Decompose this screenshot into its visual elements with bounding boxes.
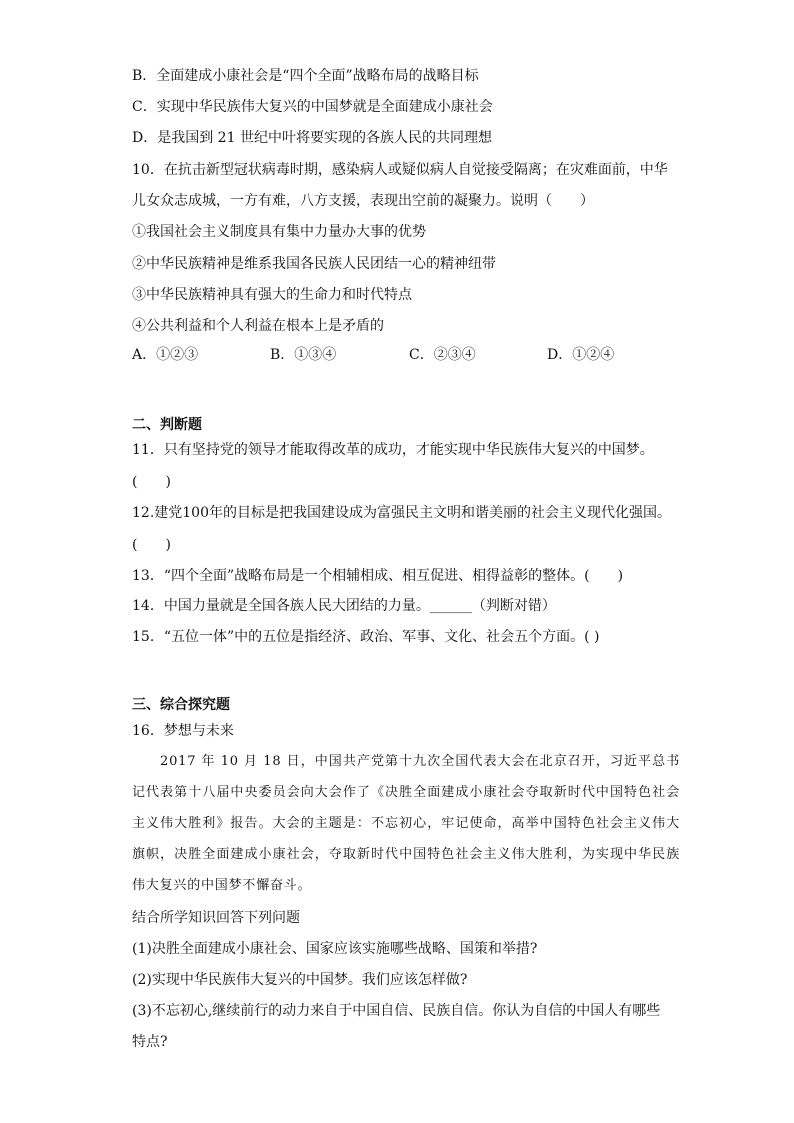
material-passage: 2017 年 10 月 18 日，中国共产党第十九次全国代表大会在北京召开，习近平总书记代表第十八届中央委员会向大会作了《决胜全面建成小康社会夺取新时代中国特色社会主义伟大胜利》报告。大会的主题是：不忘初心，牢记使命，高举中国特色社会主义伟大旗帜，决胜全面建成小康社会，夺取新时代中国特色社会主义伟大胜利，为实现中华民族伟大复兴的中国梦不懈奋斗。 <box>132 754 680 893</box>
answer-options <box>132 345 672 365</box>
question-15: 15．“五位一体”中的五位是指经济、政治、军事、文化、社会五个方面。( ) <box>132 629 600 645</box>
question-12: 12.建党100年的目标是把我国建设成为富强民主文明和谐美丽的社会主义现代化强国。 <box>132 505 671 521</box>
option-b-text: B．全面建成小康社会是“四个全面”战略布局的战略目标 <box>132 68 479 84</box>
sub-question-3: (3)不忘初心,继续前行的动力来自于中国自信、民族自信。你认为自信的中国人有哪些特点? <box>132 1003 661 1050</box>
section-3-title: 三、综合探究题 <box>132 697 230 713</box>
sub-question-2: (2)实现中华民族伟大复兴的中国梦。我们应该怎样做? <box>132 972 468 988</box>
question-10-stem-line1: 10．在抗击新型冠状病毒时期，感染病人或疑似病人自觉接受隔离；在灾难面前，中华 <box>132 162 668 178</box>
answer-option-c: C．②③④ <box>409 347 476 363</box>
option-c-text: C．实现中华民族伟大复兴的中国梦就是全面建成小康社会 <box>132 99 493 115</box>
answer-option-b: B．①③④ <box>270 347 337 363</box>
question-11-answer-blank: ( ) <box>132 474 171 490</box>
statement-4: ④公共利益和个人利益在根本上是矛盾的 <box>132 318 384 334</box>
question-14: 14．中国力量就是全国各族人民大团结的力量。______（判断对错） <box>132 598 556 614</box>
sub-question-1: (1)决胜全面建成小康社会、国家应该实施哪些战略、国策和举措? <box>132 941 538 957</box>
statement-3: ③中华民族精神具有强大的生命力和时代特点 <box>132 287 412 303</box>
answer-option-d: D．①②④ <box>547 347 615 363</box>
statement-2: ②中华民族精神是维系我国各民族人民团结一心的精神纽带 <box>132 256 496 272</box>
question-11: 11．只有坚持党的领导才能取得改革的成功，才能实现中华民族伟大复兴的中国梦。 <box>132 442 654 458</box>
question-13: 13．“四个全面”战略布局是一个相辅相成、相互促进、相得益彰的整体。( ) <box>132 568 624 584</box>
question-10-stem-line2: 儿女众志成城，一方有难，八方支援，表现出空前的凝聚力。说明（ ） <box>132 193 594 209</box>
instruction-text: 结合所学知识回答下列问题 <box>132 910 300 926</box>
statement-1: ①我国社会主义制度具有集中力量办大事的优势 <box>132 224 426 240</box>
question-16-title: 16．梦想与未来 <box>132 723 234 739</box>
section-2-title: 二、判断题 <box>132 417 202 433</box>
option-d-text: D．是我国到 21 世纪中叶将要实现的各族人民的共同理想 <box>132 130 492 146</box>
question-12-answer-blank: ( ) <box>132 537 171 553</box>
answer-option-a: A．①②③ <box>132 347 199 363</box>
